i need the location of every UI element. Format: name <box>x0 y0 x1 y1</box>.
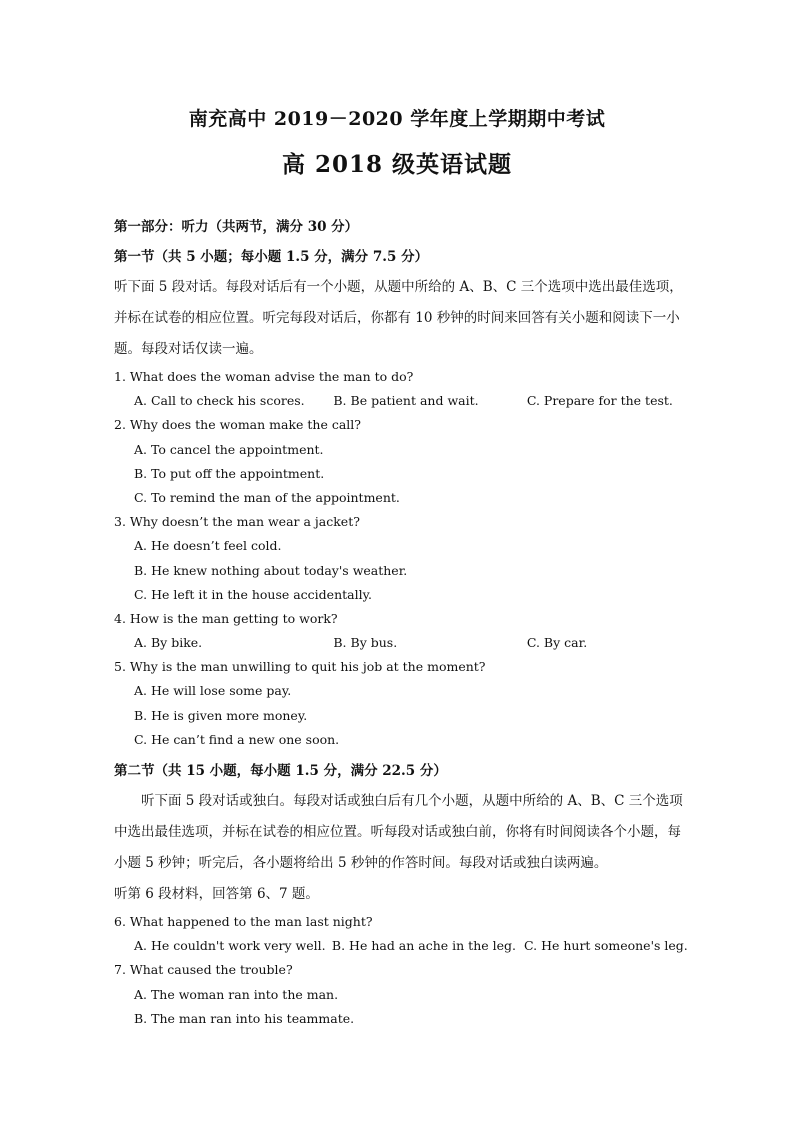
q2-option-a: A. To cancel the appointment. <box>134 441 324 457</box>
q5-option-a: A. He will lose some pay. <box>134 683 292 699</box>
q4-option-a: A. By bike. <box>134 635 203 651</box>
q6-option-a: A. He couldn't work very well. <box>134 938 326 954</box>
q2-option-c: C. To remind the man of the appointment. <box>134 489 400 505</box>
q5-option-b: B. He is given more money. <box>134 707 308 723</box>
question-1-options <box>114 389 684 413</box>
q7-option-b: B. The man ran into his teammate. <box>134 1010 355 1026</box>
question-1: 1. What does the woman advise the man to do? <box>114 369 414 384</box>
question-7: 7. What caused the trouble? <box>114 962 293 978</box>
section1-heading: 第一节（共 5 小题；每小题 1.5 分，满分 7.5 分） <box>114 249 429 265</box>
exam-content <box>114 212 688 1031</box>
q1-option-c: C. Prepare for the test. <box>526 393 673 409</box>
q2-option-b: B. To put off the appointment. <box>134 465 325 481</box>
section1-instructions: 听下面 5 段对话。每段对话后有一个小题，从题中所给的 A、B、C 三个选项中选出最佳选项，并标在试卷的相应位置。听完每段对话后，你都有 10 秒钟的时间来回答有关小题和阅读下一小题。每段对话仅读一遍。 <box>114 279 683 357</box>
q3-option-b: B. He knew nothing about today's weather. <box>134 562 408 578</box>
q5-option-c: C. He can’t find a new one soon. <box>134 731 340 747</box>
section2-heading: 第二节（共 15 小题，每小题 1.5 分，满分 22.5 分） <box>114 763 447 779</box>
part1-heading: 第一部分：听力（共两节，满分 30 分） <box>114 219 359 235</box>
question-4-options <box>114 631 684 655</box>
q1-option-a: A. Call to check his scores. <box>134 393 305 409</box>
q3-option-c: C. He left it in the house accidentally. <box>134 586 372 602</box>
q6-option-c: C. He hurt someone's leg. <box>524 938 688 954</box>
q1-option-b: B. Be patient and wait. <box>333 393 479 409</box>
q4-option-b: B. By bus. <box>333 635 398 651</box>
question-4: 4. How is the man getting to work? <box>114 610 338 626</box>
q6-option-b: B. He had an ache in the leg. <box>331 938 516 954</box>
q4-option-c: C. By car. <box>526 635 588 651</box>
material-6-instruction: 听第 6 段材料，回答第 6、7 题。 <box>114 886 319 902</box>
section2-instructions: 听下面 5 段对话或独白。每段对话或独白后有几个小题，从题中所给的 A、B、C 三个选项中选出最佳选项，并标在试卷的相应位置。听每段对话或独白前，你将有时间阅读各个小题，每小题 5 秒钟；听完后，各小题将给出 5 秒钟的作答时间。每段对话或独白读两遍。 <box>114 793 683 871</box>
exam-subtitle: 高 2018 级英语试题 <box>281 151 513 178</box>
question-5: 5. Why is the man unwilling to quit his job at the moment? <box>114 659 486 675</box>
question-6-options <box>114 934 688 958</box>
exam-title: 南充高中 2019－2020 学年度上学期期中考试 <box>188 108 606 130</box>
question-2: 2. Why does the woman make the call? <box>114 417 361 433</box>
question-6: 6. What happened to the man last night? <box>114 914 373 929</box>
q7-option-a: A. The woman ran into the man. <box>134 986 339 1002</box>
question-3: 3. Why doesn’t the man wear a jacket? <box>114 514 360 530</box>
q3-option-a: A. He doesn’t feel cold. <box>134 538 282 554</box>
